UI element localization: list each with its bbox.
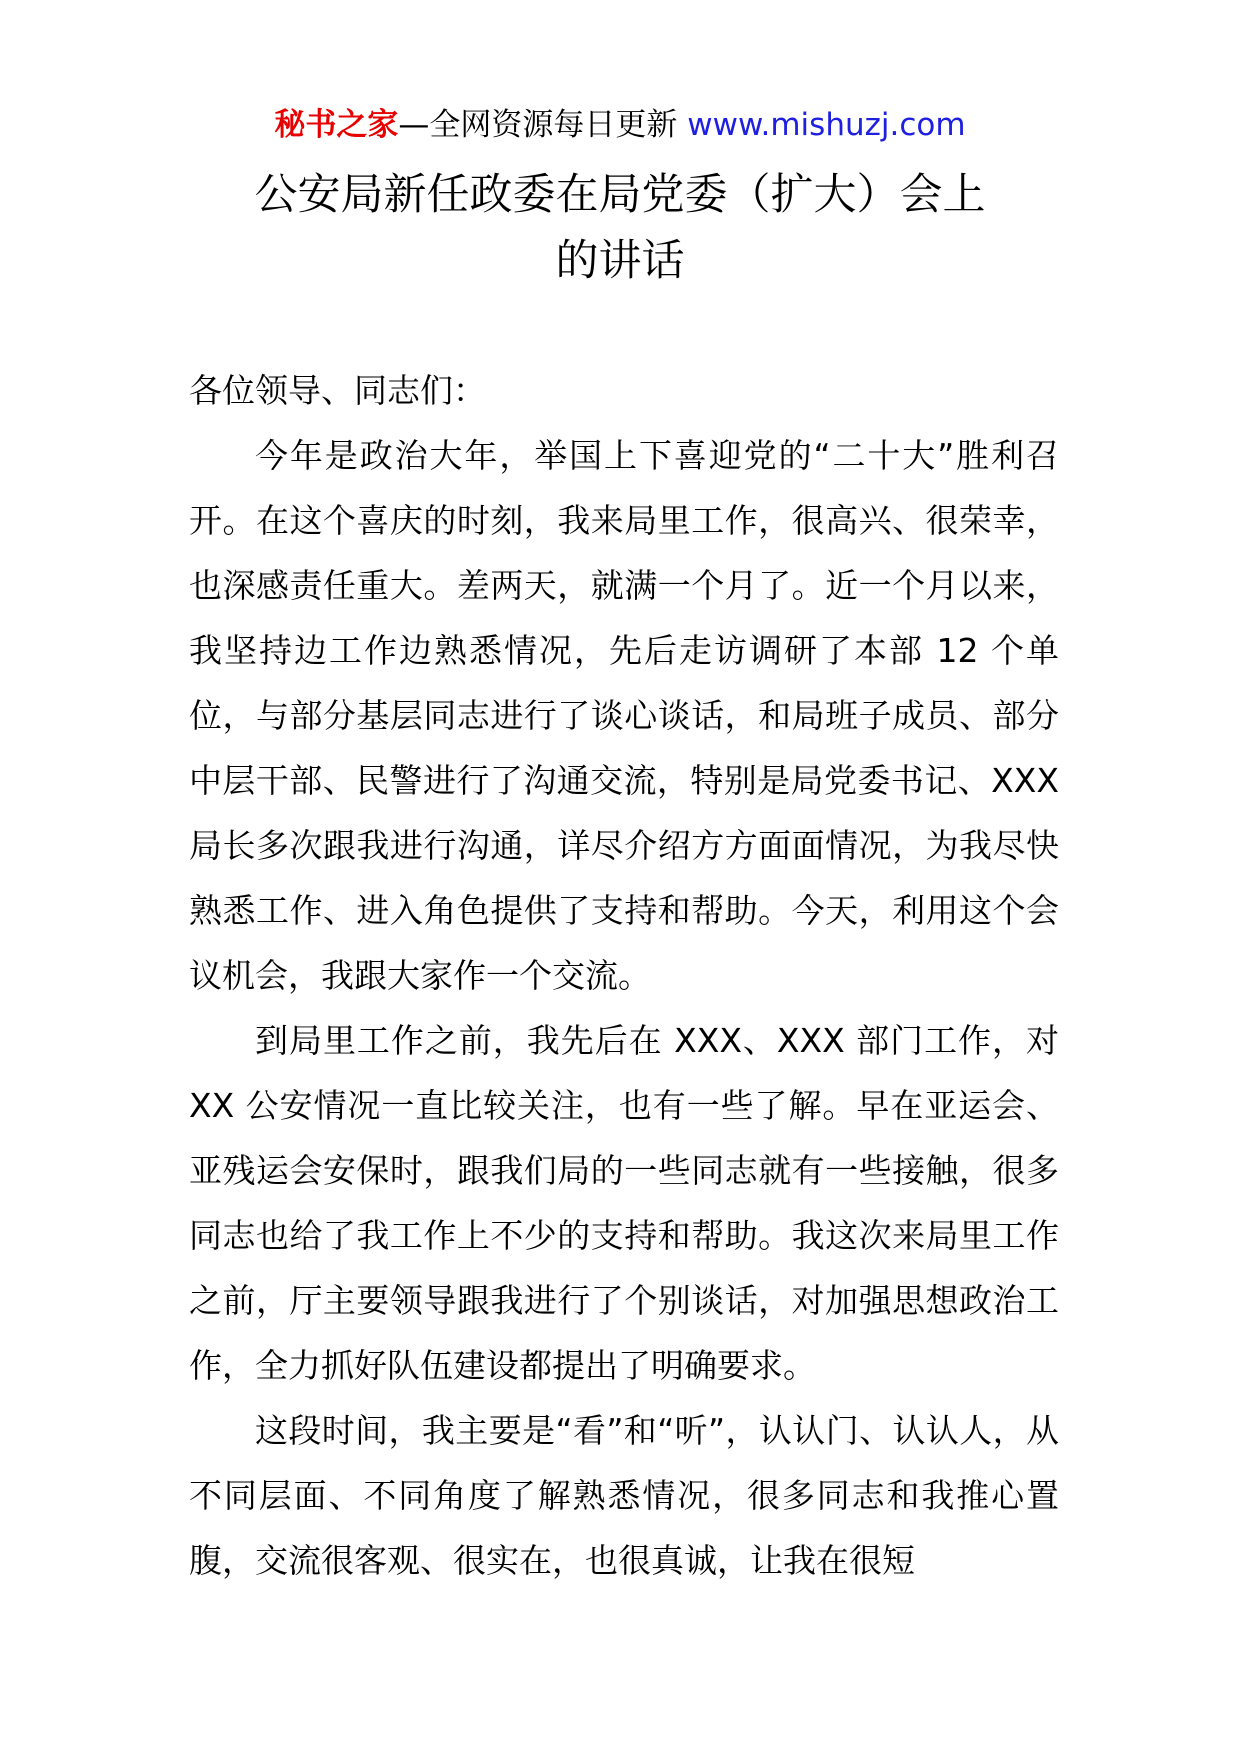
- title-line-1: 公安局新任政委在局党委（扩大）会上: [254, 170, 986, 220]
- title-line-2: 的讲话: [555, 236, 685, 286]
- body-paragraph-1: 今年是政治大年，举国上下喜迎党的“二十大”胜利召开。在这个喜庆的时刻，我来局里工作，很高兴、很荣幸，也深感责任重大。差两天，就满一个月了。近一个月以来，我坚持边工作边熟悉情况，先后走访调研了本部 12 个单位，与部分基层同志进行了谈心谈话，和局班子成员、部分中层干部、民警进行了沟通交流，特别是局党委书记、XXX 局长多次跟我进行沟通，详尽介绍方方面面情况，为我尽快熟悉工作、进入角色提供了支持和帮助。今天，利用这个会议机会，我跟大家作一个交流。: [189, 436, 1059, 995]
- salutation: 各位领导、同志们：: [189, 371, 486, 410]
- brand-name: 秘书之家: [274, 107, 399, 143]
- document-title: [0, 162, 1240, 294]
- site-link[interactable]: www.mishuzj.com: [687, 107, 966, 143]
- body-paragraph-3: 这段时间，我主要是“看”和“听”，认认门、认认人，从不同层面、不同角度了解熟悉情况，很多同志和我推心置腹，交流很客观、很实在，也很真诚，让我在很短: [189, 1411, 1059, 1580]
- brand-slogan: —全网资源每日更新: [398, 107, 678, 143]
- document-body: [189, 358, 1059, 1593]
- body-paragraph-2: 到局里工作之前，我先后在 XXX、XXX 部门工作，对 XX 公安情况一直比较关注，也有一些了解。早在亚运会、亚残运会安保时，跟我们局的一些同志就有一些接触，很多同志也给了我工作上不少的支持和帮助。我这次来局里工作之前，厅主要领导跟我进行了个别谈话，对加强思想政治工作，全力抓好队伍建设都提出了明确要求。: [189, 1021, 1059, 1385]
- watermark-banner: [0, 98, 1240, 152]
